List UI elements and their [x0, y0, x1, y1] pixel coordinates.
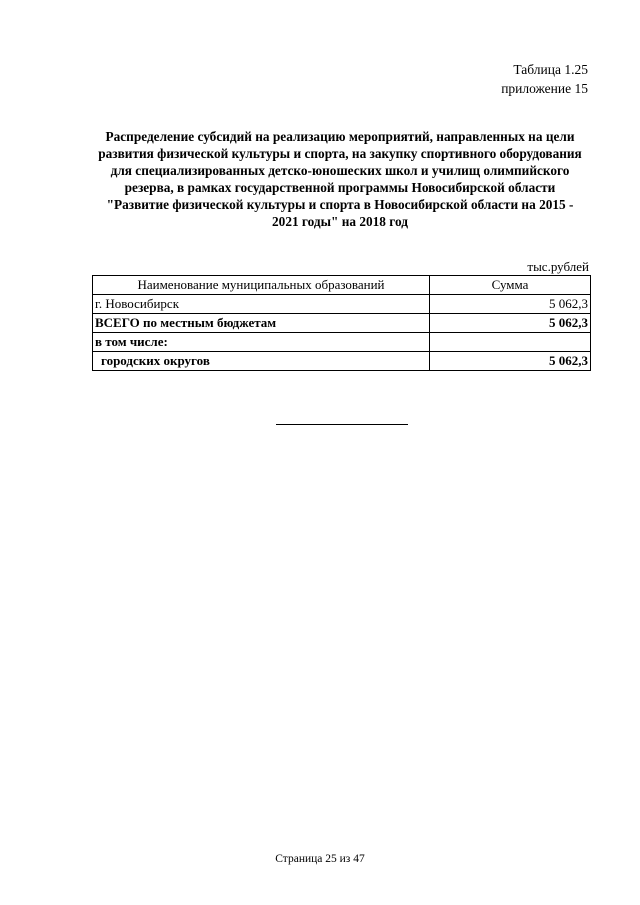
row-name: ВСЕГО по местным бюджетам — [93, 314, 430, 333]
appendix-label: приложение 15 — [501, 81, 588, 96]
row-name: в том числе: — [93, 333, 430, 352]
row-name: городских округов — [93, 352, 430, 371]
table-row — [93, 295, 591, 314]
subsidy-table — [92, 275, 591, 371]
column-header-amount: Сумма — [430, 276, 591, 295]
row-amount — [430, 333, 591, 352]
row-amount: 5 062,3 — [430, 352, 591, 371]
table-header-row — [93, 276, 591, 295]
column-header-name: Наименование муниципальных образований — [93, 276, 430, 295]
document-title: Распределение субсидий на реализацию мероприятий, направленных на цели развития физической культуры и спорта, на закупку спортивного оборудования для специализированных детско-юношеских школ и училищ олимпийского резерва, в рамках государственной программы Новосибирской области "Развитие физической культуры и спорта в Новосибирской области на 2015 - 2021 годы" на 2018 год — [98, 129, 582, 229]
row-name: г. Новосибирск — [93, 295, 430, 314]
separator-line — [276, 424, 408, 425]
table-number-label: Таблица 1.25 — [513, 62, 588, 77]
table-row-city-districts — [93, 352, 591, 371]
table-row-including — [93, 333, 591, 352]
table-row-total — [93, 314, 591, 333]
page-number: Страница 25 из 47 — [275, 853, 365, 865]
row-amount: 5 062,3 — [430, 314, 591, 333]
unit-label: тыс.рублей — [527, 259, 589, 274]
row-amount: 5 062,3 — [430, 295, 591, 314]
